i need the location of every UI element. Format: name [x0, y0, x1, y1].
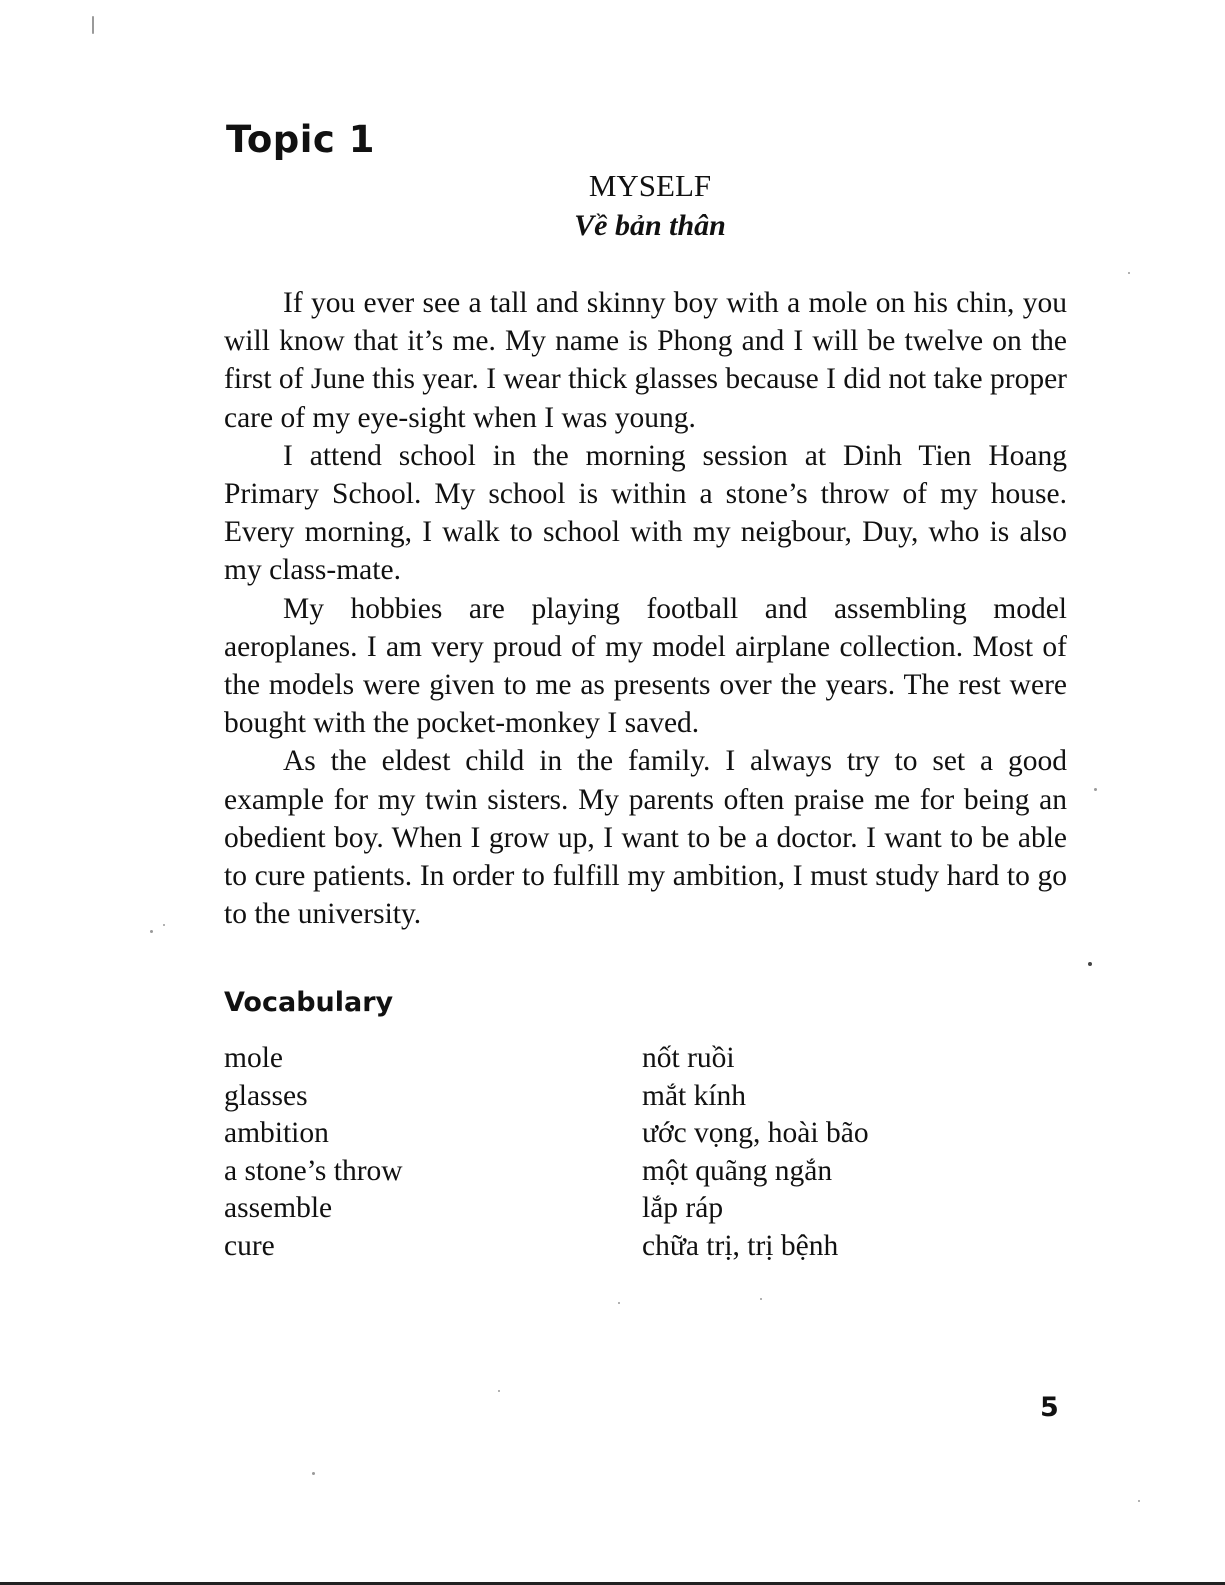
scan-speck	[163, 924, 165, 926]
scan-speck	[312, 1472, 315, 1475]
page-title: MYSELF	[588, 168, 712, 203]
scan-speck	[1138, 1500, 1140, 1502]
page-subtitle: Về bản thân	[574, 209, 726, 242]
vocabulary-heading: Vocabulary	[224, 987, 394, 1018]
paragraph: My hobbies are playing football and assembling model aeroplanes. I am very proud of my model airplane collection. Most of the models were given to me as presents over the years. The rest were bought with the pocket-monkey I saved.	[224, 592, 1067, 740]
vocabulary-translation: ước vọng, hoài bão	[642, 1117, 869, 1149]
vocabulary-term: mole	[224, 1042, 283, 1074]
vocabulary-translation: lắp ráp	[642, 1192, 724, 1224]
vocabulary-list	[224, 1040, 1024, 1265]
vocabulary-row	[224, 1115, 1024, 1153]
scan-speck	[618, 1302, 620, 1304]
vocabulary-term: cure	[224, 1229, 275, 1262]
scan-speck	[760, 1298, 762, 1300]
scan-speck	[150, 930, 153, 933]
scan-speck	[1128, 272, 1130, 274]
vocabulary-term: a stone’s throw	[224, 1154, 403, 1187]
vocabulary-translation: mắt kính	[642, 1079, 747, 1112]
vocabulary-term: assemble	[224, 1192, 333, 1224]
vocabulary-translation: một quãng ngắn	[642, 1154, 833, 1187]
paragraph: As the eldest child in the family. I always try to set a good example for my twin sisters. My parents often praise me for being an obedient boy. When I grow up, I want to be a doctor. I want to be able to cure patients. In order to fulfill my ambition, I must study hard to go to the university.	[224, 745, 1067, 931]
scan-speck	[498, 1390, 500, 1392]
vocabulary-row	[224, 1190, 1024, 1228]
topic-heading: Topic 1	[226, 118, 375, 161]
vocabulary-row	[224, 1078, 1024, 1116]
vocabulary-term: glasses	[224, 1079, 308, 1112]
scan-speck	[92, 16, 94, 34]
paragraph: I attend school in the morning session at Dinh Tien Hoang Primary School. My school is within a stone’s throw of my house. Every morning, I walk to school with my neigbour, Duy, who is also my class-mate.	[224, 439, 1067, 587]
scan-speck	[1094, 788, 1097, 791]
body-text	[224, 284, 1067, 933]
vocabulary-row	[224, 1228, 1024, 1266]
vocabulary-term: ambition	[224, 1117, 329, 1149]
paragraph: If you ever see a tall and skinny boy with a mole on his chin, you will know that it’s me. My name is Phong and I will be twelve on the first of June this year. I wear thick glasses because I did not take proper care of my eye-sight when I was young.	[224, 287, 1067, 434]
page-number: 5	[1040, 1392, 1059, 1423]
vocabulary-row	[224, 1040, 1024, 1078]
vocabulary-translation: chữa trị, trị bệnh	[642, 1229, 839, 1262]
scan-speck	[1088, 962, 1092, 966]
vocabulary-row	[224, 1153, 1024, 1191]
vocabulary-translation: nốt ruồi	[642, 1042, 735, 1074]
